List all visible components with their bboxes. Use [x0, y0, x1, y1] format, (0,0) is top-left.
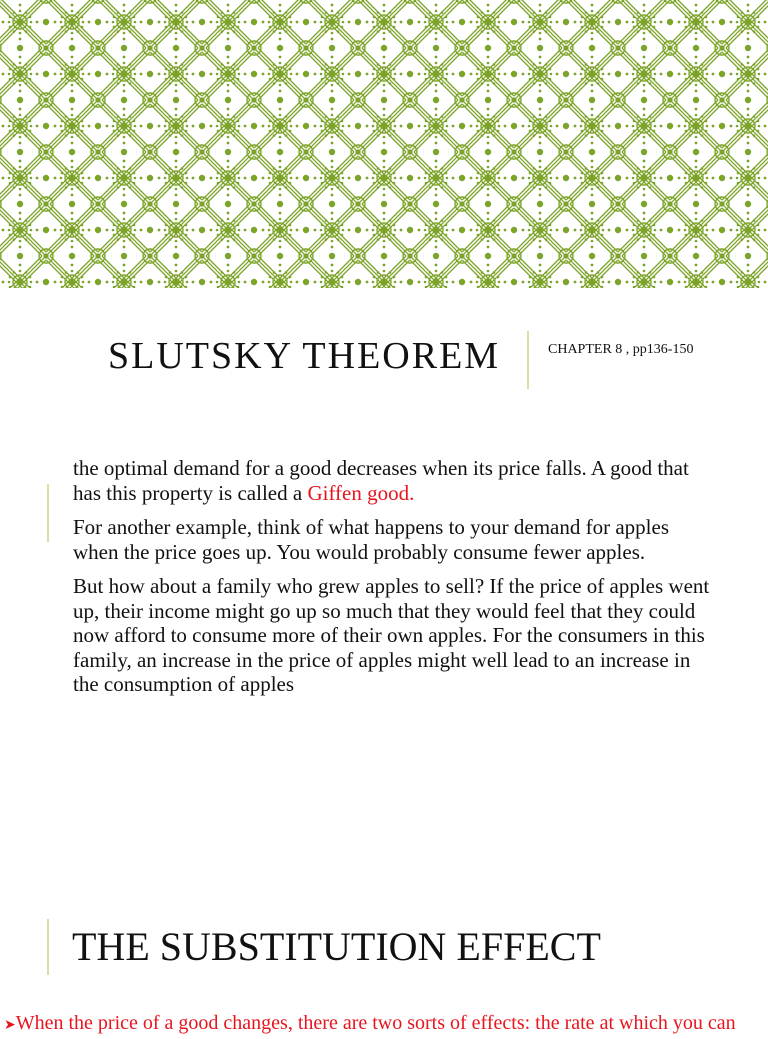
decorative-pattern-banner [0, 0, 768, 288]
section-accent-bar [47, 919, 49, 975]
paragraph-giffen [73, 456, 713, 505]
bullet-text-line [4, 1010, 764, 1034]
section-heading: THE SUBSTITUTION EFFECT [72, 924, 601, 969]
giffen-good-highlight: Giffen good. [307, 480, 415, 505]
chapter-reference: CHAPTER 8 , pp136-150 [548, 342, 694, 357]
paragraph-apples-example: For another example, think of what happens to your demand for apples when the price goes up. You would probably consume fewer apples. [73, 515, 670, 564]
slide-title: SLUTSKY THEOREM [108, 335, 501, 377]
bullet-text: When the price of a good changes, there are two sorts of effects: the rate at which you can [15, 1012, 736, 1034]
paragraph-giffen-text: the optimal demand for a good decreases when its price falls. A good that has this property is called a [73, 456, 689, 505]
paragraph-apple-family: But how about a family who grew apples to sell? If the price of apples went up, their income might go up so much that they would feel that they could now afford to consume more of their own apples. For the consumers in this family, an increase in the price of apples might well lead to an increase in the consumption of apples [73, 574, 710, 696]
triangle-bullet-icon: ➤ [4, 1018, 16, 1033]
body-text [73, 456, 713, 707]
text-accent-bar [47, 484, 49, 542]
title-divider [527, 331, 529, 389]
